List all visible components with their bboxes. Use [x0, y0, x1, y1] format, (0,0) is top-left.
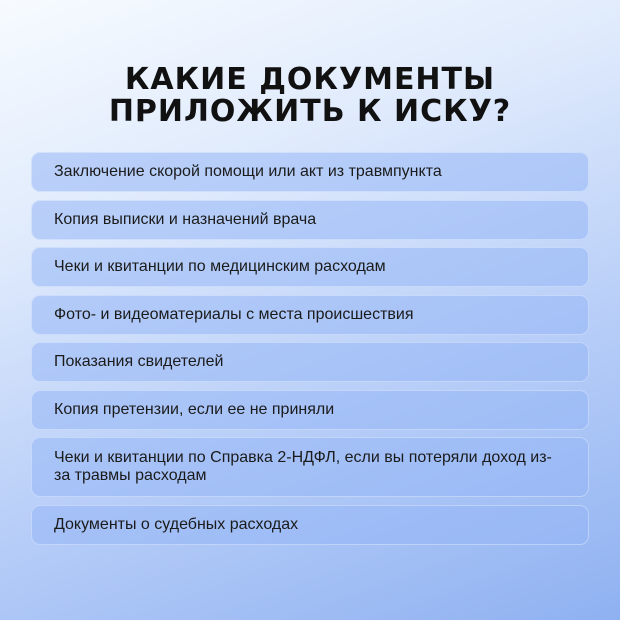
list-item: Чеки и квитанции по Справка 2-НДФЛ, если вы потеряли доход из-за травмы расходам [31, 437, 589, 497]
list-item: Показания свидетелей [31, 342, 589, 382]
title-line-1: КАКИЕ ДОКУМЕНТЫ [124, 62, 496, 97]
page-title [0, 64, 620, 128]
list-item: Документы о судебных расходах [31, 505, 589, 545]
documents-list [31, 152, 589, 552]
list-item: Копия выписки и назначений врача [31, 200, 589, 240]
title-line-2: ПРИЛОЖИТЬ К ИСКУ? [108, 94, 512, 129]
list-item: Заключение скорой помощи или акт из травмпункта [31, 152, 589, 192]
list-item: Фото- и видеоматериалы с места происшествия [31, 295, 589, 335]
list-item: Чеки и квитанции по медицинским расходам [31, 247, 589, 287]
list-item: Копия претензии, если ее не приняли [31, 390, 589, 430]
